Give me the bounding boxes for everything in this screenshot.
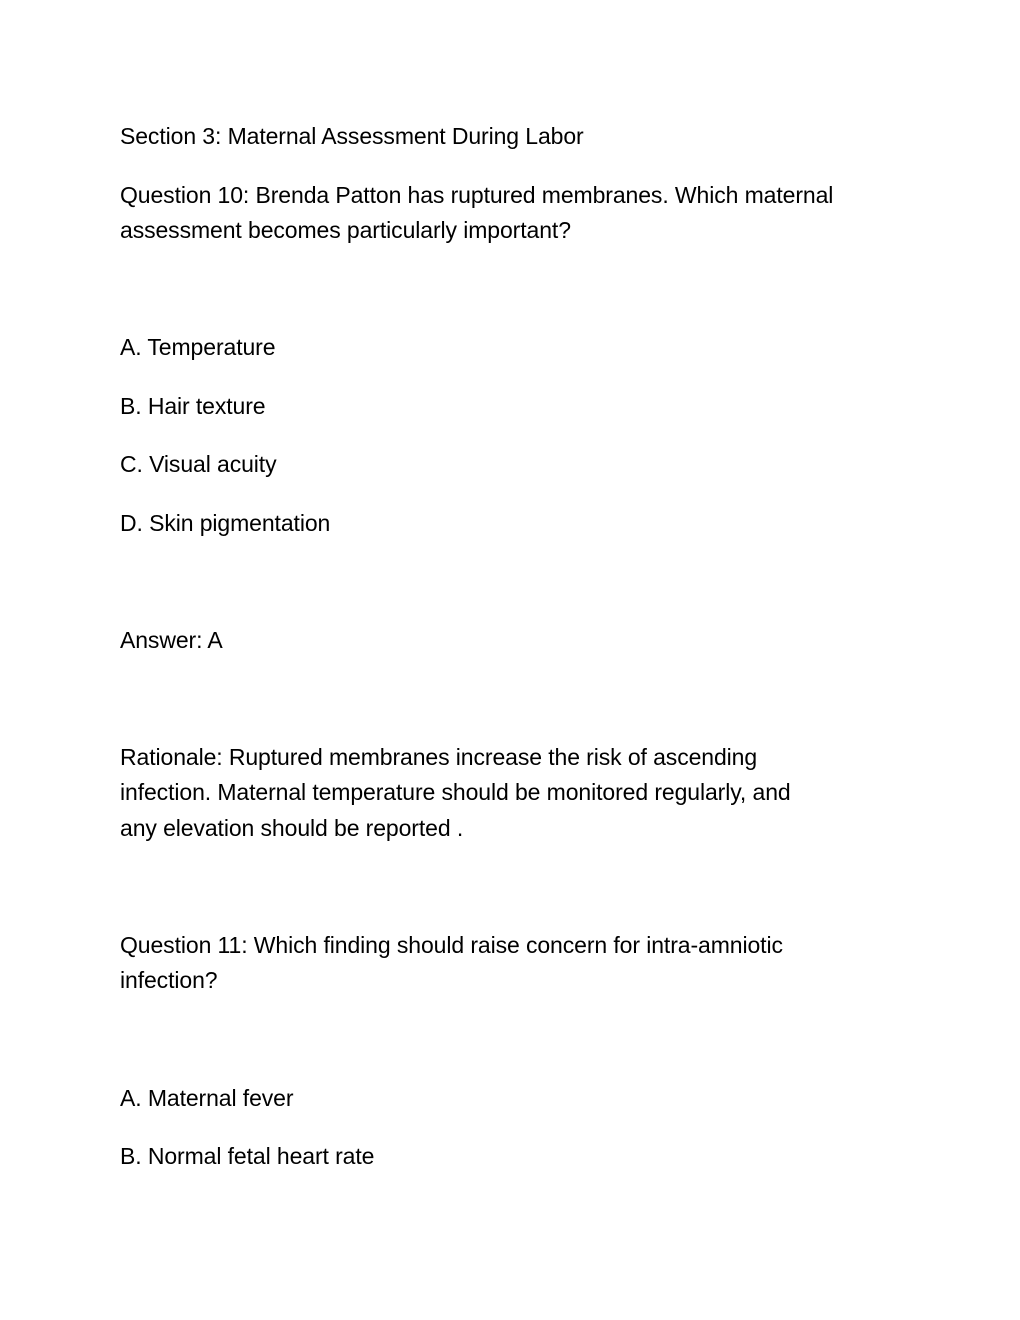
question-10-option-c: C. Visual acuity (120, 451, 277, 477)
question-10-rationale-line-2: infection. Maternal temperature should be monitored regularly, and (120, 779, 791, 805)
question-10-option-d: D. Skin pigmentation (120, 510, 331, 536)
question-10-rationale-line-3: any elevation should be reported . (120, 815, 464, 841)
question-11-option-b: B. Normal fetal heart rate (120, 1143, 375, 1169)
question-11-prompt-line-1: Question 11: Which finding should raise concern for intra-amniotic (120, 932, 783, 958)
question-11-option-a: A. Maternal fever (120, 1085, 294, 1111)
question-10-prompt-line-2: assessment becomes particularly important? (120, 217, 571, 243)
question-10-prompt-line-1: Question 10: Brenda Patton has ruptured membranes. Which maternal (120, 182, 834, 208)
question-10-option-a: A. Temperature (120, 334, 276, 360)
question-10-rationale-line-1: Rationale: Ruptured membranes increase the risk of ascending (120, 744, 758, 770)
question-10-option-b: B. Hair texture (120, 393, 266, 419)
question-10-answer: Answer: A (120, 627, 223, 653)
question-11-prompt-line-2: infection? (120, 967, 218, 993)
section-heading: Section 3: Maternal Assessment During Labor (120, 123, 584, 149)
